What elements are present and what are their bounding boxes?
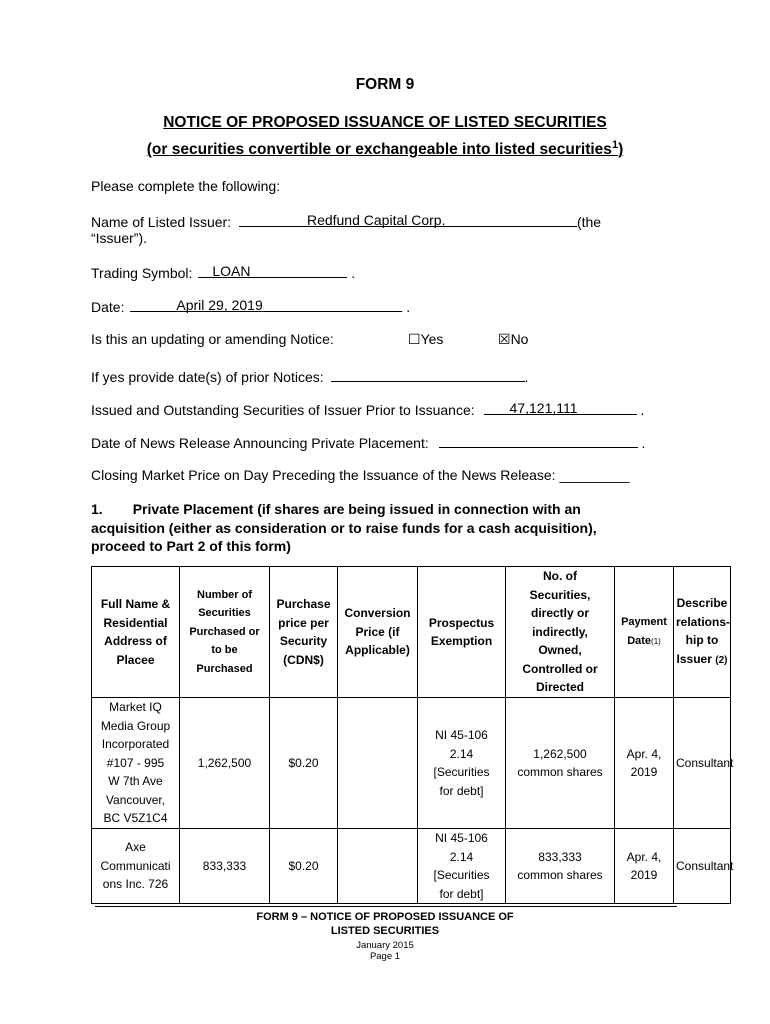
yes-label: Yes [420,331,444,347]
cell-line: Vancouver, [105,792,166,807]
cell-line: Exemption [430,634,493,648]
cell-payment [615,698,674,829]
trading-value: LOAN [212,263,251,279]
cell-line: Conversion [344,606,411,621]
relation-line1: Describe [676,596,728,610]
cell-line: Prospectus [428,615,495,630]
cell-line: Apr. 4, [626,746,662,761]
cell-relation: Consultant [674,698,731,829]
issuer-input-line[interactable] [239,212,577,227]
cell-line: ons Inc. 726 [102,877,169,892]
cell-exemption [418,698,506,829]
issuer-value: Redfund Capital Corp. [306,212,446,228]
cell-line: to be [211,644,238,657]
cell-line: Controlled or [522,661,598,676]
prior-input-line[interactable] [331,367,525,382]
relation-note: (2) [715,654,728,666]
cell-owned [506,698,615,829]
cell-line: (CDN$) [283,652,324,667]
closing-value[interactable]: _________ [559,467,630,483]
payment-line1: Payment [621,616,667,628]
trading-label: Trading Symbol: [91,265,193,281]
prior-suffix: . [524,369,529,385]
cell-line: Placee [116,652,155,667]
cell-owned [506,829,615,904]
form-title: FORM 9 [355,76,415,93]
cell-conversion [338,698,418,829]
cell-line: Market IQ [109,700,162,715]
outstanding-suffix: . [640,402,645,418]
header-price [270,567,338,698]
cell-exemption [418,829,506,904]
outstanding-field [91,400,644,418]
table-row [92,829,731,904]
outstanding-value: 47,121,111 [509,400,578,416]
cell-line: 2.14 [449,849,474,864]
cell-line: Apr. 4, [626,849,662,864]
cell-line: NI 45-106 [435,728,488,742]
notice-subheading [0,139,770,159]
cell-number: 833,333 [180,829,270,904]
outstanding-label: Issued and Outstanding Securities of Issuer Prior to Issuance: [91,402,475,418]
footer-page: Page 1 [369,951,401,962]
cell-line: Purchased [196,662,253,675]
closing-price-field [91,467,630,483]
trading-suffix: . [351,265,356,281]
cell-line: Address of [104,634,167,648]
cell-price: $0.20 [270,829,338,904]
cell-line: Communicati [100,858,171,873]
cell-line: price per [278,615,329,630]
subheading-close: ) [618,141,624,159]
table-header-row [92,567,731,698]
cell-line: 2019 [630,765,658,779]
news-release-field [91,433,645,451]
footer-date: January 2015 [356,940,414,951]
date-input-line[interactable] [130,297,402,312]
footer-rule [95,906,677,907]
cell-line: Media Group [100,718,171,733]
cell-line: 2.14 [449,746,474,761]
footnote-marker: 1 [611,139,619,151]
cell-line: [Securities [433,765,490,779]
relation-line4 [676,650,728,671]
issuer-suffix-line2: “Issuer”). [91,230,147,246]
cell-line: Securities [198,607,251,620]
cell-line: No. of [543,569,577,584]
header-owned [506,567,615,698]
issuer-suffix: (the [576,214,602,230]
header-payment [615,567,674,698]
date-suffix: . [406,299,411,315]
cell-relation: Consultant [674,829,731,904]
cell-line: NI 45-106 [435,831,488,845]
cell-line: #107 - 995 [106,755,165,770]
section-line3: proceed to Part 2 of this form) [91,538,291,554]
cell-line: indirectly, [532,624,588,639]
cell-line: Applicable) [345,643,410,658]
date-label: Date: [91,299,125,315]
cell-line: for debt] [439,783,484,798]
section-1-heading [91,500,691,556]
cell-line: Purchase [276,597,331,611]
outstanding-input-line[interactable] [484,400,637,415]
cell-line: directly or [530,606,590,621]
payment-note: (1) [651,636,661,646]
subheading-text: (or securities convertible or exchangeable into listed securities [146,141,612,159]
cell-line: W 7th Ave [108,774,163,789]
placees-table [91,566,734,904]
date-field [91,297,410,315]
header-number [180,567,270,698]
cell-line: Residential [103,615,168,630]
amend-label: Is this an updating or amending Notice: [91,331,334,347]
cell-line: Price (if [355,624,400,639]
issuer-field [91,212,651,230]
news-input-line[interactable] [439,433,638,448]
cell-line: Purchased or [189,625,260,638]
relation-line2: relations- [676,614,731,629]
footer-title-2: LISTED SECURITIES [330,925,440,937]
no-checkbox[interactable]: ☒ [498,331,511,347]
cell-line: Axe [125,840,146,855]
cell-line: 833,333 [538,849,582,864]
news-label: Date of News Release Announcing Private Placement: [91,435,429,451]
cell-line: common shares [517,765,603,779]
trading-input-line[interactable] [198,263,347,278]
cell-line: Number of [197,588,252,601]
relation-line3: hip to [685,633,719,647]
cell-line: Directed [535,680,585,695]
cell-line: common shares [517,868,603,882]
notice-heading: NOTICE OF PROPOSED ISSUANCE OF LISTED SECURITIES [163,114,607,131]
section-line2: acquisition (either as consideration or to raise funds for a cash acquisition), [91,519,597,536]
relation-issuer-text: Issuer [676,651,712,666]
section-line1: Private Placement (if shares are being issued in connection with an [132,501,581,517]
cell-line: Full Name & [100,597,171,611]
cell-line: [Securities [433,868,490,882]
no-label: No [510,331,529,347]
cell-line: Incorporated [101,737,170,752]
header-conversion [338,567,418,698]
cell-line: BC V5Z1C4 [103,811,168,826]
news-suffix: . [641,435,646,451]
date-value: April 29, 2019 [176,297,263,313]
yes-checkbox[interactable]: ☐ [408,331,421,347]
prior-label: If yes provide date(s) of prior Notices: [91,369,324,385]
instructions: Please complete the following: [91,178,281,194]
header-relation [674,567,731,698]
cell-name [92,829,180,904]
table-row [92,698,731,829]
cell-line: Security [279,634,328,648]
prior-notices-field [91,367,528,385]
payment-line2 [617,632,671,652]
cell-price: $0.20 [270,698,338,829]
cell-number: 1,262,500 [180,698,270,829]
header-name [92,567,180,698]
section-number: 1. [91,501,103,517]
cell-line: 2019 [630,868,658,882]
cell-line: Securities, [529,587,591,602]
amend-no-option[interactable] [498,331,528,348]
closing-label: Closing Market Price on Day Preceding the Issuance of the News Release: [91,467,556,483]
footer-title-1: FORM 9 – NOTICE OF PROPOSED ISSUANCE OF [256,911,514,923]
cell-conversion [338,829,418,904]
header-exemption [418,567,506,698]
cell-line: 1,262,500 [533,746,587,761]
trading-symbol-field [91,263,355,281]
cell-payment [615,829,674,904]
cell-line: Owned, [538,643,582,658]
issuer-label: Name of Listed Issuer: [91,214,232,230]
payment-date-text: Date [627,634,652,647]
cell-line: for debt] [439,886,484,901]
cell-name [92,698,180,829]
amend-yes-option[interactable] [408,331,443,348]
